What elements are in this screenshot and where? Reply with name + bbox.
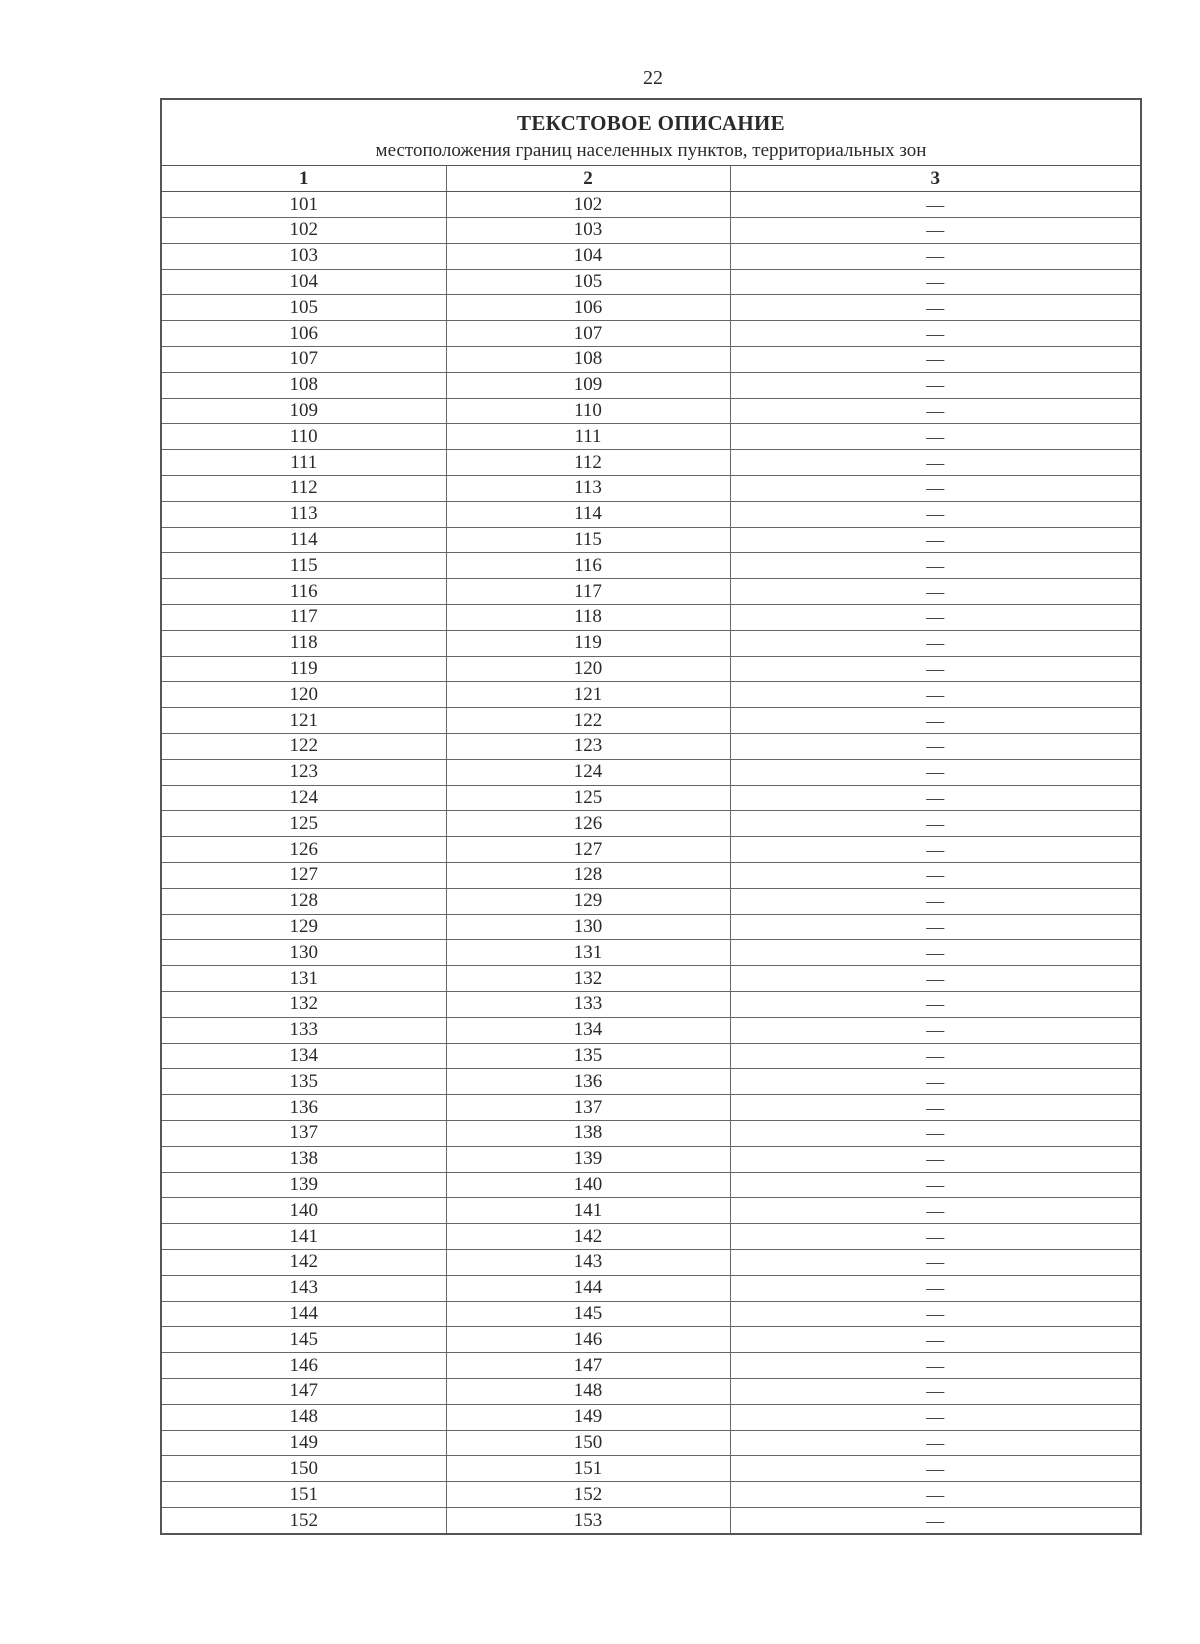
table-cell-col1: 129 (162, 914, 446, 940)
table-row (162, 914, 1140, 940)
table-cell-col1: 152 (289, 1509, 318, 1531)
table-cell-col1: 110 (162, 424, 446, 450)
table-row (162, 1172, 1140, 1198)
table-cell-col2: 114 (446, 501, 730, 527)
table-cell-col3: — (730, 1069, 1140, 1095)
table-cell-col1: 108 (162, 372, 446, 398)
table-cell-col1: 138 (162, 1146, 446, 1172)
table-cell-col2: 103 (446, 218, 730, 244)
table-row (162, 1095, 1140, 1121)
table-cell-col1: 113 (162, 501, 446, 527)
column-header-row (162, 166, 1140, 192)
table-cell-col3: — (730, 1146, 1140, 1172)
table-cell-col2: 140 (446, 1172, 730, 1198)
table-cell-col3: — (730, 450, 1140, 476)
table-cell-col1: 131 (162, 966, 446, 992)
table-cell-col1: 106 (162, 321, 446, 347)
table-row (162, 940, 1140, 966)
table-cell-col3: — (730, 1017, 1140, 1043)
table-row (162, 424, 1140, 450)
table-cell-col2: 134 (446, 1017, 730, 1043)
table-cell-col3: — (730, 630, 1140, 656)
column-header-2: 2 (446, 166, 730, 192)
column-header-3: 3 (730, 166, 1140, 192)
table-cell-col3: — (730, 269, 1140, 295)
table-cell-col3: — (730, 992, 1140, 1018)
table-cell-col2: 135 (446, 1043, 730, 1069)
table-cell-col2: 106 (446, 295, 730, 321)
table-cell-col1: 124 (162, 785, 446, 811)
table-cell-col3: — (730, 476, 1140, 502)
table-row (162, 321, 1140, 347)
table-row (162, 1249, 1140, 1275)
table-row (162, 966, 1140, 992)
table-cell-col3: — (730, 1301, 1140, 1327)
table-cell-col3: — (730, 759, 1140, 785)
table-cell-col1: 149 (162, 1430, 446, 1456)
table-cell-col3: — (730, 347, 1140, 373)
table-cell-col2: 151 (446, 1456, 730, 1482)
boundary-description-table (160, 98, 1142, 1535)
table-row (162, 347, 1140, 373)
table-cell-col3: — (730, 1430, 1140, 1456)
table-row (162, 1430, 1140, 1456)
table-row (162, 579, 1140, 605)
table-cell-col1: 130 (162, 940, 446, 966)
table-row (162, 811, 1140, 837)
table-header (162, 100, 1140, 166)
table-cell-col1: 140 (162, 1198, 446, 1224)
table-cell-col2: 131 (446, 940, 730, 966)
table-cell-col3: — (730, 1249, 1140, 1275)
table-cell-col3: — (730, 372, 1140, 398)
table-cell-col2: 107 (446, 321, 730, 347)
table-cell-col2: 120 (446, 656, 730, 682)
table-row (162, 656, 1140, 682)
table-cell-col1: 146 (162, 1353, 446, 1379)
table-cell-col3: — (730, 811, 1140, 837)
table-cell-col3: — (730, 605, 1140, 631)
table-cell-col3: — (730, 837, 1140, 863)
table-cell-col1: 120 (162, 682, 446, 708)
table-row (162, 192, 1140, 218)
table-cell-col3: — (730, 192, 1140, 218)
table-cell-col3: — (730, 1327, 1140, 1353)
table-row (162, 888, 1140, 914)
data-grid (162, 166, 1140, 1533)
table-body (162, 192, 1140, 1533)
table-cell-col3: — (730, 1404, 1140, 1430)
table-row (162, 759, 1140, 785)
table-cell-col3: — (730, 1456, 1140, 1482)
table-cell-col3: — (730, 1353, 1140, 1379)
table-cell-col2: 121 (446, 682, 730, 708)
table-cell-col1: 137 (162, 1120, 446, 1146)
table-row (162, 1275, 1140, 1301)
table-row (162, 1146, 1140, 1172)
table-cell-col2: 125 (446, 785, 730, 811)
table-cell-col1: 127 (162, 863, 446, 889)
table-cell-col1: 114 (162, 527, 446, 553)
document-title: ТЕКСТОВОЕ ОПИСАНИЕ (517, 111, 785, 135)
table-cell-col3: — (730, 527, 1140, 553)
table-cell-col1: 109 (162, 398, 446, 424)
table-cell-col3: — (730, 1482, 1140, 1508)
table-cell-col2: 110 (446, 398, 730, 424)
table-cell-col1: 112 (162, 476, 446, 502)
table-cell-col1: 143 (162, 1275, 446, 1301)
table-row (162, 1353, 1140, 1379)
table-cell-col2: 141 (446, 1198, 730, 1224)
table-cell-col1: 132 (162, 992, 446, 1018)
table-cell-col3: — (730, 321, 1140, 347)
table-cell-col3: — (730, 966, 1140, 992)
table-cell-col2: 130 (446, 914, 730, 940)
table-cell-col2: 115 (446, 527, 730, 553)
table-cell-col3: — (730, 579, 1140, 605)
table-cell-col1: 103 (162, 243, 446, 269)
table-row (162, 785, 1140, 811)
table-cell-col2: 111 (446, 424, 730, 450)
table-cell-col2: 150 (446, 1430, 730, 1456)
table-row (162, 734, 1140, 760)
table-cell-col2: 149 (446, 1404, 730, 1430)
table-cell-col3: — (730, 424, 1140, 450)
page-number: 22 (643, 67, 663, 89)
table-cell-col2: 113 (446, 476, 730, 502)
table-row (162, 708, 1140, 734)
table-cell-col2: 145 (446, 1301, 730, 1327)
table-cell-col3: — (730, 1172, 1140, 1198)
table-cell-col2: 108 (446, 347, 730, 373)
table-row (162, 1301, 1140, 1327)
table-cell-col1: 105 (162, 295, 446, 321)
table-cell-col2: 143 (446, 1249, 730, 1275)
table-row (162, 837, 1140, 863)
table-row (162, 269, 1140, 295)
table-row (162, 398, 1140, 424)
table-cell-col2: 148 (446, 1378, 730, 1404)
table-cell-col2: 153 (446, 1507, 730, 1533)
table-cell-col1: 136 (162, 1095, 446, 1121)
table-cell-col2: 124 (446, 759, 730, 785)
table-cell-col1: 119 (162, 656, 446, 682)
table-row (162, 992, 1140, 1018)
table-cell-col1: 123 (162, 759, 446, 785)
table-row (162, 476, 1140, 502)
table-cell-col2: 105 (446, 269, 730, 295)
table-row (162, 682, 1140, 708)
table-cell-col1: 151 (162, 1482, 446, 1508)
table-cell-col2: 123 (446, 734, 730, 760)
table-cell-col3: — (730, 1198, 1140, 1224)
table-cell-col3: — (730, 888, 1140, 914)
table-cell-col1: 135 (162, 1069, 446, 1095)
table-cell-col1: 144 (162, 1301, 446, 1327)
table-cell-col1: 126 (162, 837, 446, 863)
table-cell-col2: 138 (446, 1120, 730, 1146)
table-cell-col1: 147 (162, 1378, 446, 1404)
table-row (162, 450, 1140, 476)
table-cell-col3: — (730, 708, 1140, 734)
table-cell-col2: 142 (446, 1224, 730, 1250)
table-cell-col3: — (730, 863, 1140, 889)
table-cell-col3: — (730, 1224, 1140, 1250)
table-row (162, 1198, 1140, 1224)
table-cell-col2: 128 (446, 863, 730, 889)
table-cell-col1: 148 (162, 1404, 446, 1430)
table-cell-col3: — (730, 682, 1140, 708)
table-cell-col2: 144 (446, 1275, 730, 1301)
table-cell-col2: 146 (446, 1327, 730, 1353)
table-cell-col1: 118 (162, 630, 446, 656)
table-row (162, 1378, 1140, 1404)
table-cell-col2: 127 (446, 837, 730, 863)
table-row (162, 501, 1140, 527)
table-cell-col1: 141 (162, 1224, 446, 1250)
table-cell-col2: 152 (446, 1482, 730, 1508)
table-cell-col3: — (730, 785, 1140, 811)
table-cell-col3: — (730, 1378, 1140, 1404)
table-cell-col2: 147 (446, 1353, 730, 1379)
table-row (162, 1507, 1140, 1533)
table-cell-col3: — (730, 1095, 1140, 1121)
table-row (162, 1017, 1140, 1043)
table-cell-col1: 121 (162, 708, 446, 734)
table-cell-col1: 116 (162, 579, 446, 605)
table-cell-col3: — (730, 295, 1140, 321)
table-cell-col2: 137 (446, 1095, 730, 1121)
table-row (162, 243, 1140, 269)
table-cell-col2: 118 (446, 605, 730, 631)
column-header-1: 1 (162, 166, 446, 192)
table-cell-col2: 102 (446, 192, 730, 218)
table-cell-col1: 104 (162, 269, 446, 295)
table-cell-col1: 145 (162, 1327, 446, 1353)
table-cell-col1: 150 (162, 1456, 446, 1482)
table-cell-col1: 142 (162, 1249, 446, 1275)
table-cell-col1: 139 (162, 1172, 446, 1198)
table-cell-col2: 129 (446, 888, 730, 914)
table-cell-col2: 109 (446, 372, 730, 398)
table-cell-col2: 132 (446, 966, 730, 992)
table-cell-col3: — (730, 1120, 1140, 1146)
table-cell-col2: 116 (446, 553, 730, 579)
table-cell-col3: — (730, 1043, 1140, 1069)
table-cell-col1: 133 (162, 1017, 446, 1043)
table-cell-col3: — (730, 1275, 1140, 1301)
table-row (162, 1043, 1140, 1069)
table-cell-col3: — (730, 1507, 1140, 1533)
table-cell-col2: 117 (446, 579, 730, 605)
table-cell-col2: 104 (446, 243, 730, 269)
table-row (162, 1327, 1140, 1353)
document-subtitle: местоположения границ населенных пунктов, территориальных зон (375, 140, 927, 161)
table-row (162, 1069, 1140, 1095)
table-cell-col1: 117 (162, 605, 446, 631)
table-cell-col1: 107 (162, 347, 446, 373)
table-cell-col2: 136 (446, 1069, 730, 1095)
table-cell-col1: 128 (162, 888, 446, 914)
table-row (162, 1404, 1140, 1430)
table-cell-col3: — (730, 501, 1140, 527)
table-row (162, 630, 1140, 656)
table-row (162, 1120, 1140, 1146)
table-cell-col1: 125 (162, 811, 446, 837)
table-cell-col2: 133 (446, 992, 730, 1018)
table-row (162, 1224, 1140, 1250)
table-row (162, 372, 1140, 398)
table-cell-col3: — (730, 656, 1140, 682)
table-cell-col2: 119 (446, 630, 730, 656)
table-row (162, 553, 1140, 579)
table-cell-col3: — (730, 553, 1140, 579)
table-cell-col2: 122 (446, 708, 730, 734)
table-row (162, 863, 1140, 889)
table-cell-col3: — (730, 734, 1140, 760)
table-cell-col2: 139 (446, 1146, 730, 1172)
table-cell-col1: 101 (162, 192, 446, 218)
table-cell-col2: 112 (446, 450, 730, 476)
table-cell-col1: 134 (162, 1043, 446, 1069)
table-cell-col1: 102 (162, 218, 446, 244)
table-cell-col1: 122 (162, 734, 446, 760)
table-row (162, 605, 1140, 631)
table-cell-col3: — (730, 398, 1140, 424)
table-row (162, 527, 1140, 553)
table-row (162, 295, 1140, 321)
table-row (162, 218, 1140, 244)
table-cell-col1: 111 (162, 450, 446, 476)
table-row (162, 1456, 1140, 1482)
table-cell-col3: — (730, 218, 1140, 244)
table-row (162, 1482, 1140, 1508)
table-cell-col3: — (730, 940, 1140, 966)
table-cell-col1: 115 (162, 553, 446, 579)
table-cell-col3: — (730, 243, 1140, 269)
table-cell-col3: — (730, 914, 1140, 940)
table-cell-col2: 126 (446, 811, 730, 837)
